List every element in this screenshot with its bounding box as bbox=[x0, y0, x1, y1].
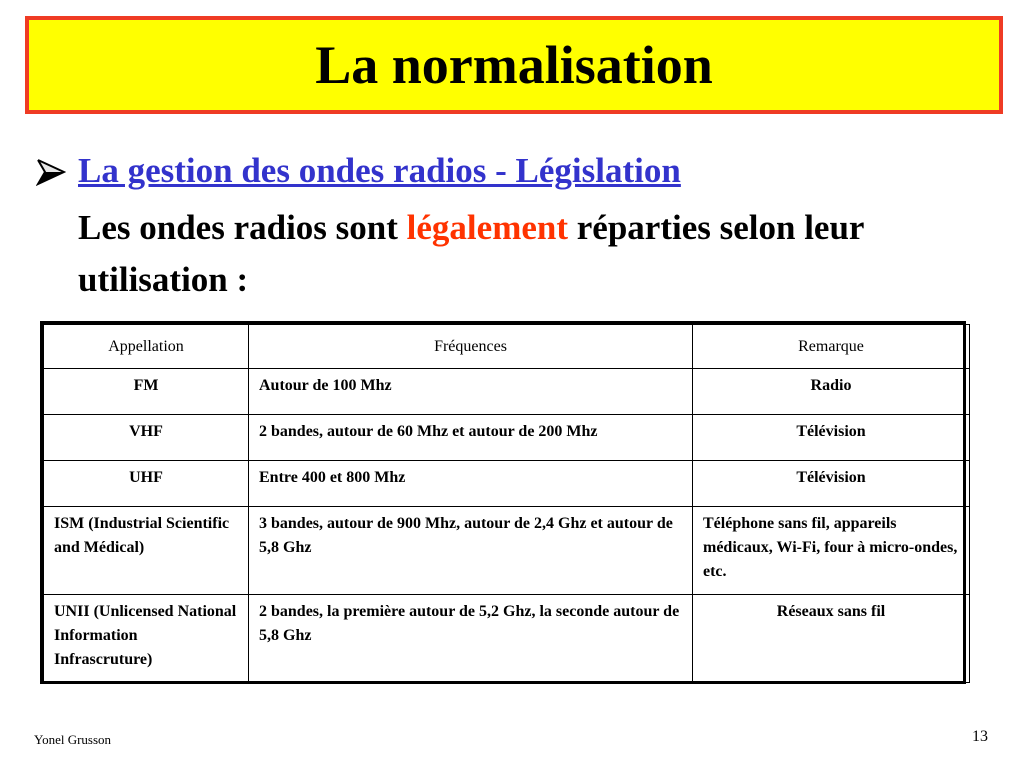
body-emphasis: légalement bbox=[406, 208, 568, 247]
cell-remarque: Télévision bbox=[693, 415, 970, 461]
frequency-table-grid bbox=[43, 324, 970, 683]
bullet-body bbox=[78, 202, 958, 306]
cell-frequences: Autour de 100 Mhz bbox=[249, 369, 693, 415]
cell-appellation: FM bbox=[44, 369, 249, 415]
column-header-appellation: Appellation bbox=[44, 325, 249, 369]
table-row bbox=[44, 595, 970, 683]
table-header-row bbox=[44, 325, 970, 369]
body-text-end: réparties selon leur utilisation : bbox=[78, 208, 864, 299]
title-banner bbox=[25, 16, 1003, 114]
cell-remarque: Téléphone sans fil, appareils médicaux, Wi-Fi, four à micro-ondes, etc. bbox=[693, 507, 970, 595]
cell-appellation: VHF bbox=[44, 415, 249, 461]
cell-remarque: Télévision bbox=[693, 461, 970, 507]
footer-author: Yonel Grusson bbox=[34, 732, 112, 747]
table-row bbox=[44, 507, 970, 595]
column-header-remarque: Remarque bbox=[693, 325, 970, 369]
bullet-heading[interactable]: La gestion des ondes radios - Législation bbox=[78, 151, 681, 190]
cell-appellation: UHF bbox=[44, 461, 249, 507]
column-header-frequences: Fréquences bbox=[249, 325, 693, 369]
table-row bbox=[44, 461, 970, 507]
arrowhead-bullet-icon bbox=[36, 158, 66, 186]
cell-remarque: Réseaux sans fil bbox=[693, 595, 970, 683]
cell-appellation: ISM (Industrial Scientific and Médical) bbox=[44, 507, 249, 595]
table-row bbox=[44, 369, 970, 415]
page-number: 13 bbox=[972, 728, 988, 745]
slide-title: La normalisation bbox=[315, 35, 713, 95]
cell-frequences: 2 bandes, la première autour de 5,2 Ghz, la seconde autour de 5,8 Ghz bbox=[249, 595, 693, 683]
cell-frequences: Entre 400 et 800 Mhz bbox=[249, 461, 693, 507]
body-text-start: Les ondes radios sont bbox=[78, 208, 407, 247]
frequency-table bbox=[40, 321, 966, 684]
table-row bbox=[44, 415, 970, 461]
cell-frequences: 2 bandes, autour de 60 Mhz et autour de 200 Mhz bbox=[249, 415, 693, 461]
cell-appellation: UNII (Unlicensed National Information Infrascruture) bbox=[44, 595, 249, 683]
cell-remarque: Radio bbox=[693, 369, 970, 415]
cell-frequences: 3 bandes, autour de 900 Mhz, autour de 2,4 Ghz et autour de 5,8 Ghz bbox=[249, 507, 693, 595]
